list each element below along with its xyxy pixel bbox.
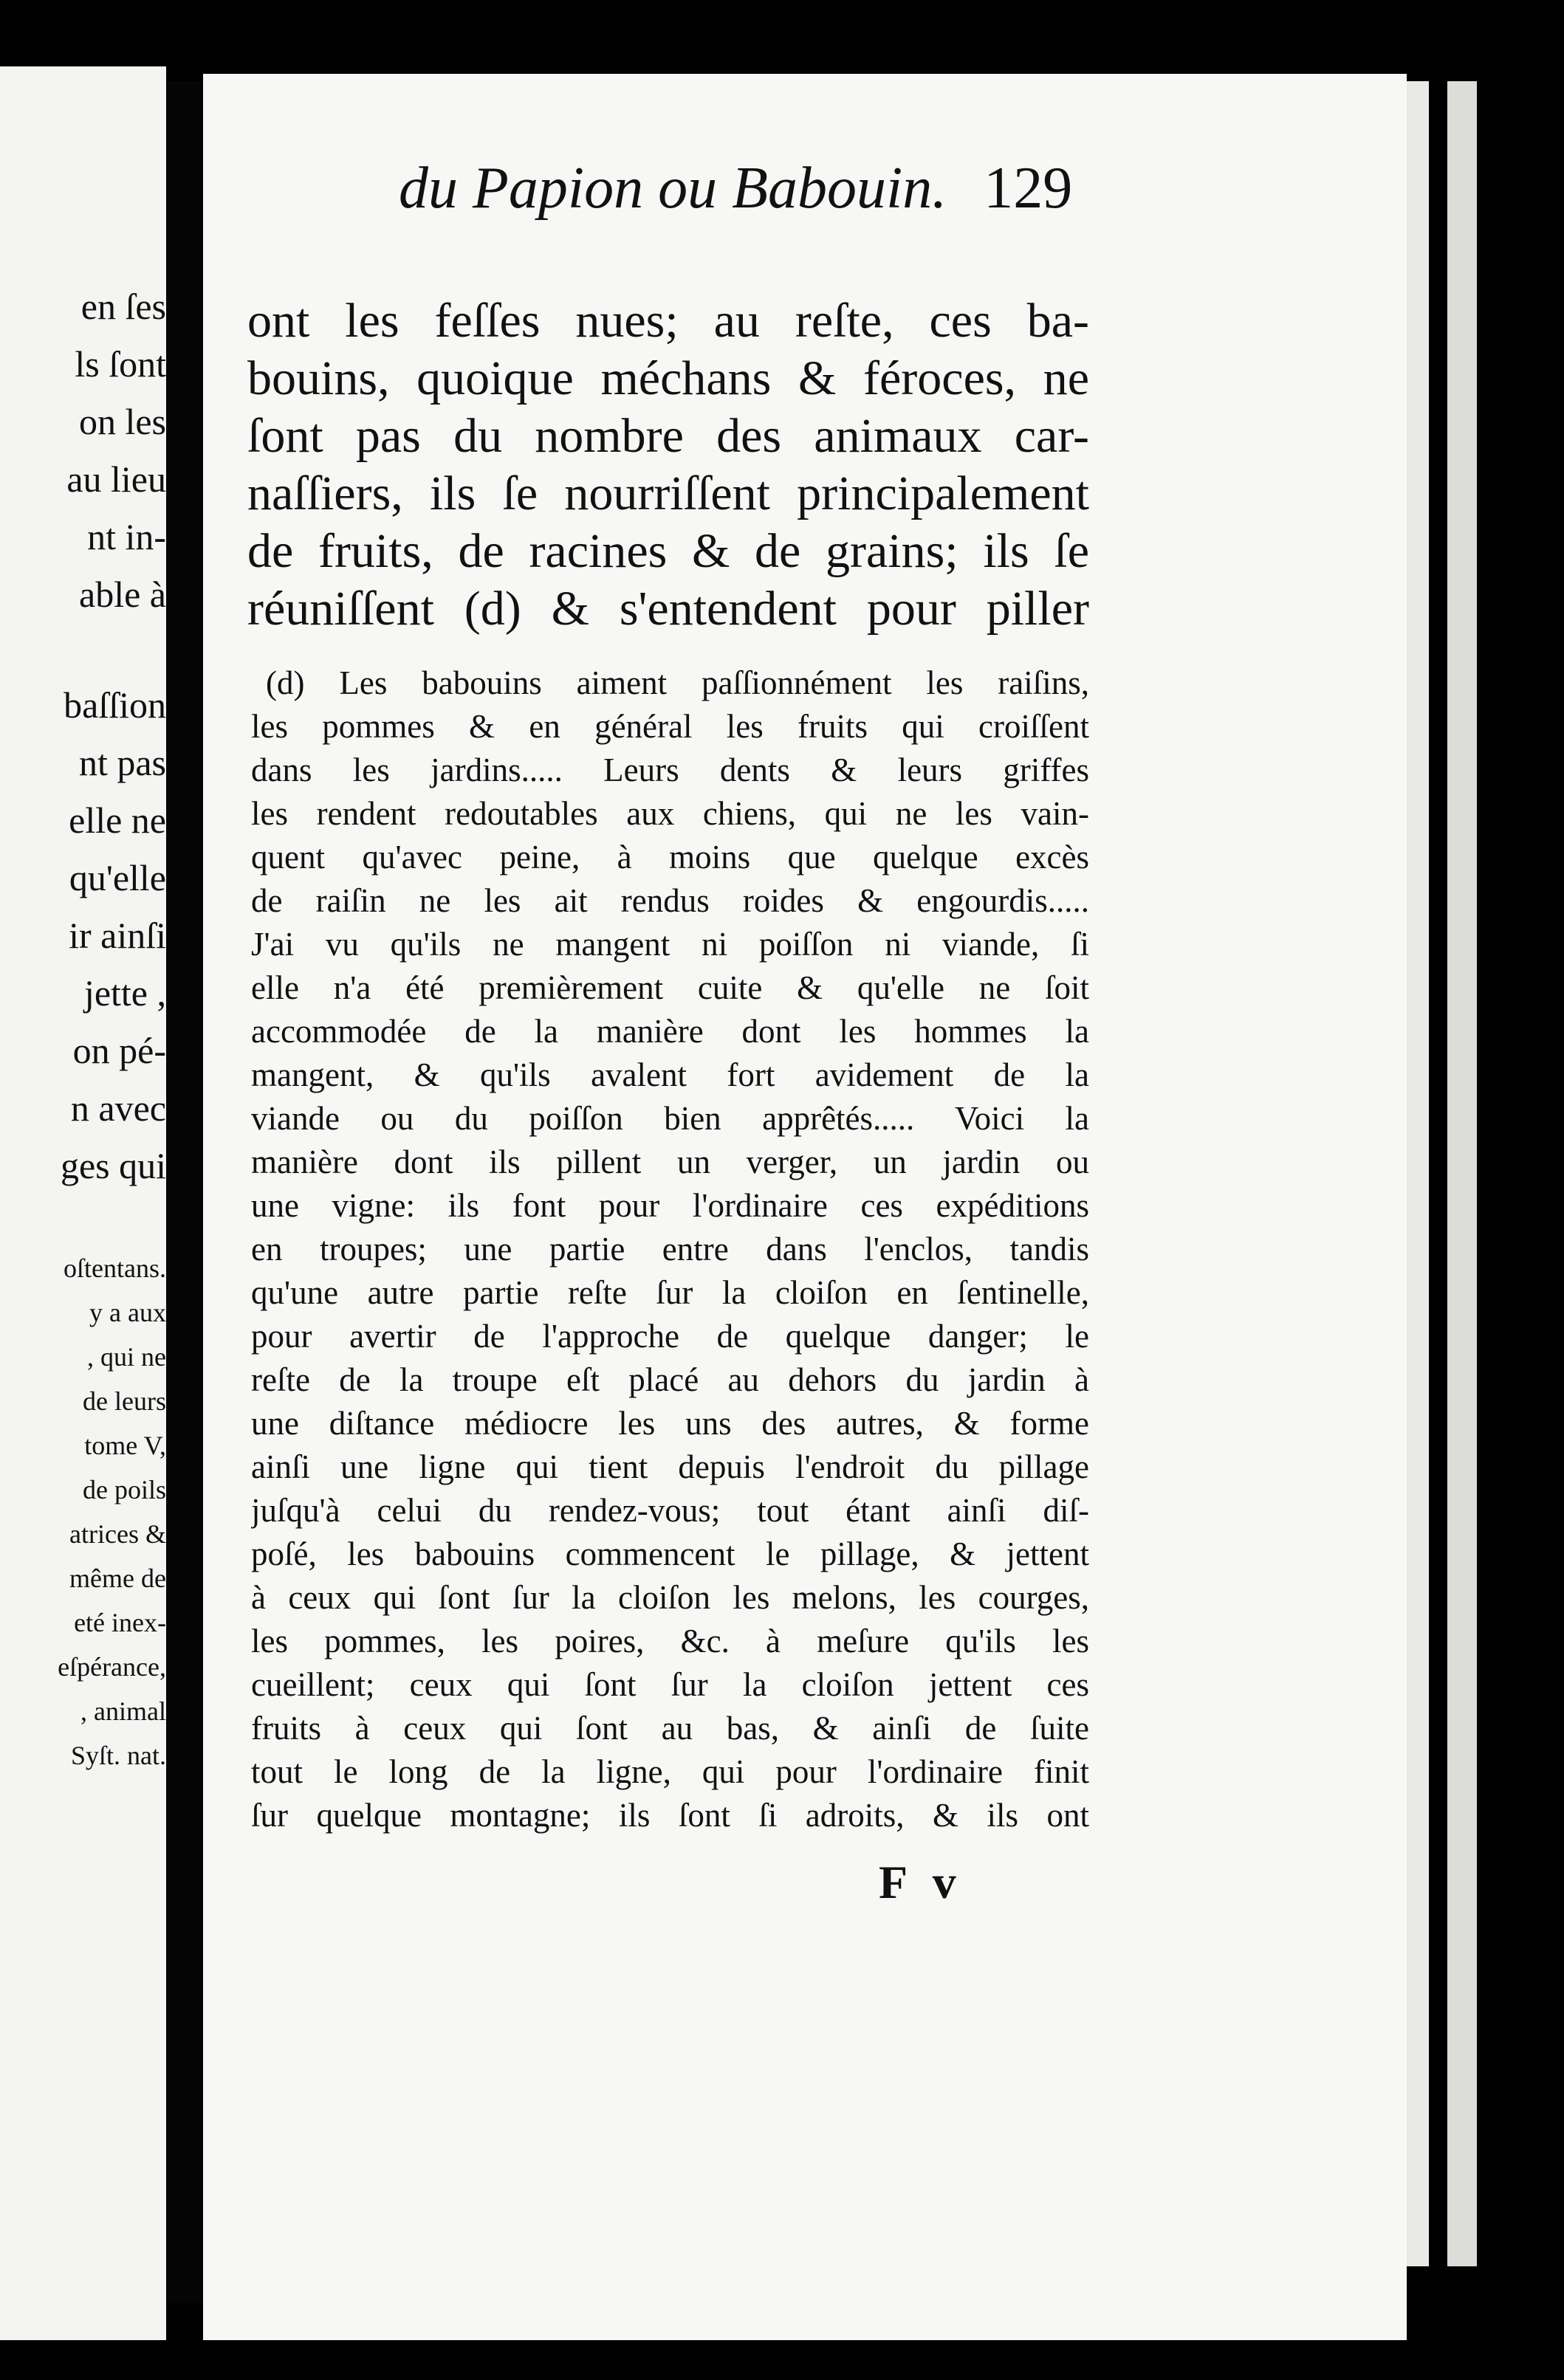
- footnote-line: elle n'a été premièrement cuite & qu'elle ne ſoit: [251, 969, 1089, 1006]
- left-note-line: y a aux: [89, 1298, 166, 1327]
- left-note-line: eſpérance,: [58, 1652, 166, 1682]
- page-edge: [1407, 81, 1429, 2266]
- left-text-line: nt in-: [87, 516, 166, 557]
- footnote-line: une vigne: ils font pour l'ordinaire ces expéditions: [251, 1187, 1089, 1224]
- footnote-line: reſte de la troupe eſt placé au dehors du jardin à: [251, 1361, 1089, 1398]
- left-text-line: ls ſont: [75, 343, 166, 385]
- left-text-line: en ſes: [80, 286, 166, 327]
- left-note-line: , qui ne: [87, 1342, 166, 1372]
- footnote-line: tout le long de la ligne, qui pour l'ordinaire finit: [251, 1753, 1089, 1790]
- left-note-line: Syſt. nat.: [70, 1741, 166, 1770]
- footnote-line: les pommes & en général les fruits qui croiſſent: [251, 708, 1089, 745]
- page-number: 129: [984, 156, 1073, 221]
- left-text-line: ges qui: [60, 1145, 166, 1186]
- left-note-line: même de: [69, 1564, 166, 1593]
- footnote-line: en troupes; une partie entre dans l'enclos, tandis: [251, 1231, 1089, 1268]
- footnote-line: ſur quelque montagne; ils ſont ſi adroits, & ils ont: [251, 1797, 1089, 1834]
- footnote-line: qu'une autre partie reſte ſur la cloiſon en ſentinelle,: [251, 1274, 1089, 1311]
- left-text-line: baſſion: [64, 684, 166, 726]
- footnote-line: ainſi une ligne qui tient depuis l'endroit du pillage: [251, 1448, 1089, 1485]
- left-note-line: atrices &: [69, 1519, 166, 1549]
- running-title: du Papion ou Babouin.: [399, 156, 947, 221]
- footnote-line: à ceux qui ſont ſur la cloiſon les melons, les courges,: [251, 1579, 1089, 1616]
- footnote-line: viande ou du poiſſon bien apprêtés..... Voici la: [251, 1100, 1089, 1137]
- footnote-line: fruits à ceux qui ſont au bas, & ainſi de ſuite: [251, 1710, 1089, 1747]
- page-edge: [1447, 81, 1477, 2266]
- footnote-line: les rendent redoutables aux chiens, qui ne les vain-: [251, 795, 1089, 832]
- left-text-line: on les: [78, 401, 166, 442]
- footnote-line: quent qu'avec peine, à moins que quelque excès: [251, 839, 1089, 876]
- text-line: de fruits, de racines & de grains; ils ſe: [247, 524, 1089, 578]
- text-line: ſont pas du nombre des animaux car-: [247, 409, 1089, 463]
- left-note-line: , animal: [80, 1696, 166, 1726]
- left-text-line: able à: [79, 574, 166, 615]
- footnote-line: manière dont ils pillent un verger, un jardin ou: [251, 1143, 1089, 1180]
- left-note-line: de poils: [83, 1475, 166, 1504]
- left-note-line: eté inex-: [74, 1608, 166, 1637]
- left-text-line: n avec: [70, 1087, 166, 1129]
- footnote-line: dans les jardins..... Leurs dents & leurs griffes: [251, 752, 1089, 788]
- running-head: [399, 155, 1130, 229]
- footnote-line: pour avertir de l'approche de quelque danger; le: [251, 1318, 1089, 1355]
- signature-mark: F v: [879, 1856, 964, 1908]
- left-note-line: de leurs: [83, 1386, 166, 1416]
- left-text-line: ir ainſi: [69, 915, 166, 956]
- footnote-line: cueillent; ceux qui ſont ſur la cloiſon jettent ces: [251, 1666, 1089, 1703]
- left-note-line: oſtentans.: [64, 1253, 166, 1283]
- text-line: ont les feſſes nues; au reſte, ces ba-: [247, 294, 1089, 348]
- footnote-line: (d) Les babouins aiment paſſionnément les raiſins,: [266, 664, 1089, 701]
- left-text-line: au lieu: [66, 458, 166, 500]
- left-text-line: jette ,: [83, 972, 166, 1014]
- left-text-line: on pé-: [72, 1030, 166, 1071]
- facing-page-fragment: [0, 66, 166, 2340]
- footnote-line: poſé, les babouins commencent le pillage, & jettent: [251, 1535, 1089, 1572]
- left-text-line: qu'elle: [69, 857, 166, 898]
- footnote-line: juſqu'à celui du rendez-vous; tout étant ainſi diſ-: [251, 1492, 1089, 1529]
- footnote-line: de raiſin ne les ait rendus roides & engourdis.....: [251, 882, 1089, 919]
- text-line: naſſiers, ils ſe nourriſſent principalement: [247, 467, 1089, 520]
- footnote-line: une diſtance médiocre les uns des autres, & forme: [251, 1405, 1089, 1442]
- footnote-line: J'ai vu qu'ils ne mangent ni poiſſon ni viande, ſi: [251, 926, 1089, 963]
- footnote-line: mangent, & qu'ils avalent fort avidement de la: [251, 1056, 1089, 1093]
- text-line: réuniſſent (d) & s'entendent pour piller: [247, 582, 1089, 636]
- footnote-line: accommodée de la manière dont les hommes la: [251, 1013, 1089, 1050]
- left-text-line: nt pas: [78, 742, 166, 783]
- left-text-line: elle ne: [69, 799, 166, 841]
- footnote-line: les pommes, les poires, &c. à meſure qu'ils les: [251, 1623, 1089, 1660]
- text-line: bouins, quoique méchans & féroces, ne: [247, 351, 1089, 405]
- left-note-line: tome V,: [84, 1431, 166, 1460]
- book-gutter: [166, 81, 203, 2303]
